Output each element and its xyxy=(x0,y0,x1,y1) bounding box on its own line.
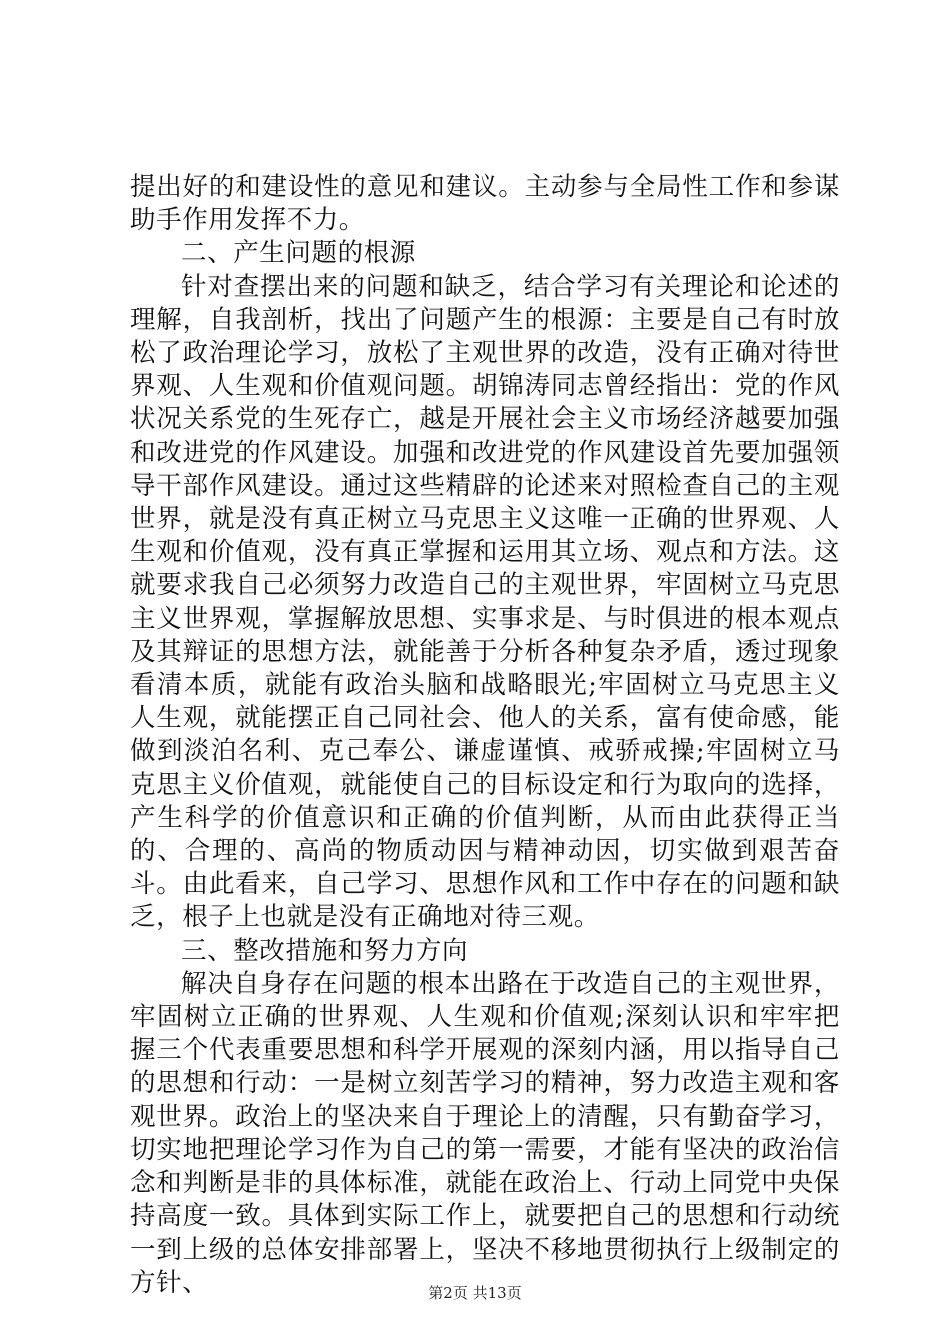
section-heading-3: 三、整改措施和努力方向 xyxy=(181,935,469,966)
paragraph-continuation: 提出好的和建设性的意见和建议。主动参与全局性工作和参谋助手作用发挥不力。 xyxy=(130,172,840,236)
paragraph-root-causes: 针对查摆出来的问题和缺乏，结合学习有关理论和论述的理解，自我剖析，找出了问题产生的根源：主要是自己有时放松了政治理论学习，放松了主观世界的改造，没有正确对待世界观、人生观和价值观问题。胡锦涛同志曾经指出：党的作风状况关系党的生死存亡，越是开展社会主义市场经济越要加强和改进党的作风建设。加强和改进党的作风建设首先要加强领导干部作风建设。通过这些精辟的论述来对照检查自己的主观世界，就是没有真正树立马克思主义这唯一正确的世界观、人生观和价值观，没有真正掌握和运用其立场、观点和方法。这就要求我自己必须努力改造自己的主观世界，牢固树立马克思主义世界观，掌握解放思想、实事求是、与时俱进的根本观点及其辩证的思想方法，就能善于分析各种复杂矛盾，透过现象看清本质，就能有政治头脑和战略眼光;牢固树立马克思主义人生观，就能摆正自己同社会、他人的关系，富有使命感，能做到淡泊名利、克己奉公、谦虚谨慎、戒骄戒操;牢固树立马克思主义价值观，就能使自己的目标设定和行为取向的选择，产生科学的价值意识和正确的价值判断，从而由此获得正当的、合理的、高尚的物质动因与精神动因，切实做到艰苦奋斗。由此看来，自己学习、思想作风和工作中存在的问题和缺乏，根子上也就是没有正确地对待三观。 xyxy=(130,271,840,933)
page-number-footer: 第2页 共13页 xyxy=(428,1284,522,1302)
paragraph-measures: 解决自身存在问题的根本出路在于改造自己的主观世界，牢固树立正确的世界观、人生观和价值观;深刻认识和牢牢把握三个代表重要思想和科学开展观的深刻内涵，用以指导自己的思想和行动：一是树立刻苦学习的精神，努力改造主观和客观世界。政治上的坚决来自于理论上的清醒，只有勤奋学习，切实地把理论学习作为自己的第一需要，才能有坚决的政治信念和判断是非的具体标准，就能在政治上、行动上同党中央保持高度一致。具体到实际工作上，就要把自己的思想和行动统一到上级的总体安排部署上，坚决不移地贯彻执行上级制定的方针、 xyxy=(130,968,840,1298)
section-heading-2: 二、产生问题的根源 xyxy=(181,238,416,269)
document-body xyxy=(130,171,840,1300)
